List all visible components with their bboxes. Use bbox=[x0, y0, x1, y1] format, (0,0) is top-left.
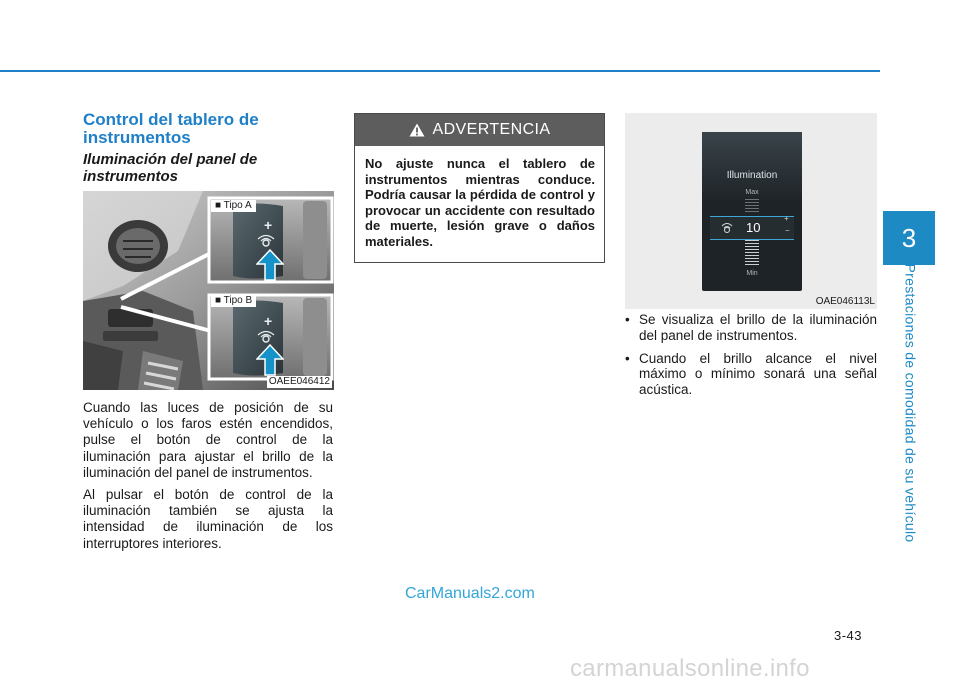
chapter-title: Prestaciones de comodidad de su vehículo bbox=[902, 263, 919, 543]
max-label: Max bbox=[745, 189, 759, 196]
plus-label: + bbox=[784, 214, 789, 223]
dashboard-illustration bbox=[83, 191, 334, 390]
warning-header bbox=[355, 114, 604, 146]
figure-code: OAE046113L bbox=[815, 296, 875, 307]
list-item: • Se visualiza el brillo de la iluminación del panel de instrumentos. bbox=[625, 312, 877, 344]
paragraph: Cuando las luces de posición de su vehículo o los faros estén encendidos, pulse el botón de control de la iluminación para ajustar el brillo de la iluminación del panel de instrumentos. bbox=[83, 400, 333, 480]
illumination-figure bbox=[625, 113, 877, 309]
list-item: • Cuando el brillo alcance el nivel máximo o mínimo sonará una señal acústica. bbox=[625, 351, 877, 398]
page-number: 3-43 bbox=[834, 628, 863, 643]
dashboard-figure bbox=[83, 191, 334, 390]
warning-box bbox=[354, 113, 605, 263]
chapter-number: 3 bbox=[901, 222, 917, 253]
chapter-tab bbox=[883, 211, 935, 265]
level-bar-top bbox=[745, 199, 759, 213]
plus-label-a: + bbox=[264, 217, 273, 233]
chapter-title-wrapper bbox=[884, 263, 936, 543]
warning-title: ADVERTENCIA bbox=[432, 121, 551, 138]
paragraph: Al pulsar el botón de control de la iluminación también se ajusta la intensidad de iluminación de los interruptores interiores. bbox=[83, 487, 333, 551]
min-label: Min bbox=[746, 270, 758, 277]
up-arrow-icon bbox=[256, 249, 284, 281]
level-row bbox=[710, 216, 794, 240]
level-bar-bottom bbox=[745, 240, 759, 266]
plus-label-b: + bbox=[264, 313, 273, 329]
section-subtitle: Iluminación del panel de instrumentos bbox=[83, 151, 258, 185]
illumination-title: Illumination bbox=[726, 170, 778, 181]
figure-code: OAEE046412 bbox=[268, 376, 330, 387]
up-arrow-icon bbox=[256, 344, 284, 376]
level-value: 10 bbox=[746, 220, 761, 235]
minus-label: − bbox=[785, 226, 790, 235]
header-rule bbox=[0, 70, 880, 72]
type-b-label: ■ Tipo B bbox=[211, 295, 256, 307]
warning-triangle-icon bbox=[409, 123, 425, 137]
cluster-screen bbox=[702, 132, 802, 291]
bullet-list bbox=[625, 312, 877, 405]
section-title: Control del tablero de instrumentos bbox=[83, 110, 259, 147]
warning-text: No ajuste nunca el tablero de instrumentos mientras conduce. Podría causar la pérdida de control y provocar un accidente con resultado de muerte, lesión grave o daños materiales. bbox=[365, 156, 595, 249]
body-text bbox=[83, 400, 333, 558]
dimmer-icon bbox=[254, 329, 278, 343]
type-a-label: ■ Tipo A bbox=[211, 200, 256, 212]
watermark-link[interactable]: CarManuals2.com bbox=[405, 585, 535, 602]
watermark-text: carmanualsonline.info bbox=[570, 655, 810, 682]
dimmer-icon bbox=[254, 233, 278, 247]
dimmer-icon bbox=[720, 221, 734, 235]
